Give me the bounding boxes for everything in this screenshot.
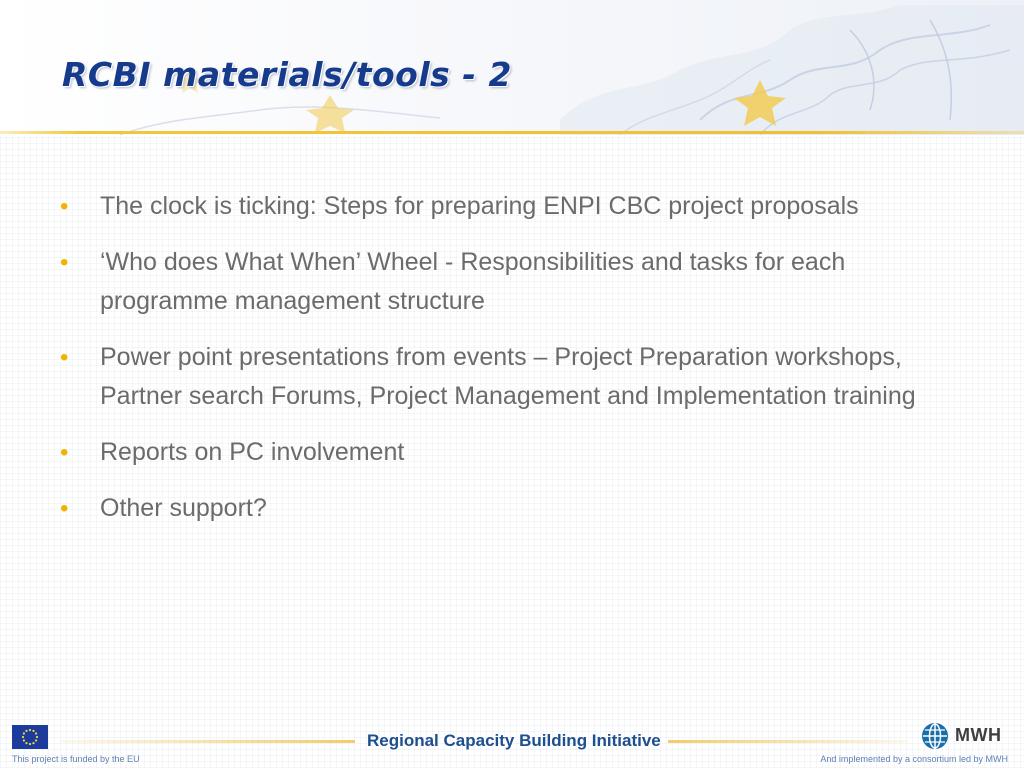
bullet-text: ‘Who does What When’ Wheel - Responsibilities and tasks for each programme management structure: [100, 248, 846, 315]
bullet-text: Other support?: [100, 494, 267, 522]
bullet-item: [60, 243, 960, 321]
globe-icon: [921, 722, 949, 750]
bullet-item: [60, 433, 960, 472]
bullet-item: [60, 338, 960, 416]
bullet-marker: •: [60, 439, 69, 466]
bullet-text: The clock is ticking: Steps for preparing ENPI CBC project proposals: [100, 192, 859, 220]
bullet-list: [60, 187, 960, 545]
initiative-logo-text: Regional Capacity Building Initiative: [367, 731, 661, 750]
eu-flag-icon: [12, 725, 48, 749]
footer-rule-right: [668, 740, 908, 743]
header-rule: [0, 131, 1024, 134]
mwh-logo-text: MWH: [955, 725, 1002, 745]
bullet-text: Reports on PC involvement: [100, 438, 405, 466]
footer-rule-left: [60, 740, 355, 743]
slide-footer: [0, 715, 1024, 768]
bullet-text: Power point presentations from events – Project Preparation workshops, Partner search Forums, Project Management and Implementation training: [100, 343, 916, 410]
implemented-by-text: And implemented by a consortium led by MWH: [820, 754, 1008, 764]
bullet-item: [60, 489, 960, 528]
bullet-item: [60, 187, 960, 226]
bullet-marker: •: [60, 249, 69, 276]
bullet-marker: •: [60, 495, 69, 522]
slide-title: RCBI materials/tools - 2: [62, 55, 512, 94]
bullet-marker: •: [60, 193, 69, 220]
funded-by-text: This project is funded by the EU: [12, 754, 140, 764]
bullet-marker: •: [60, 344, 69, 371]
